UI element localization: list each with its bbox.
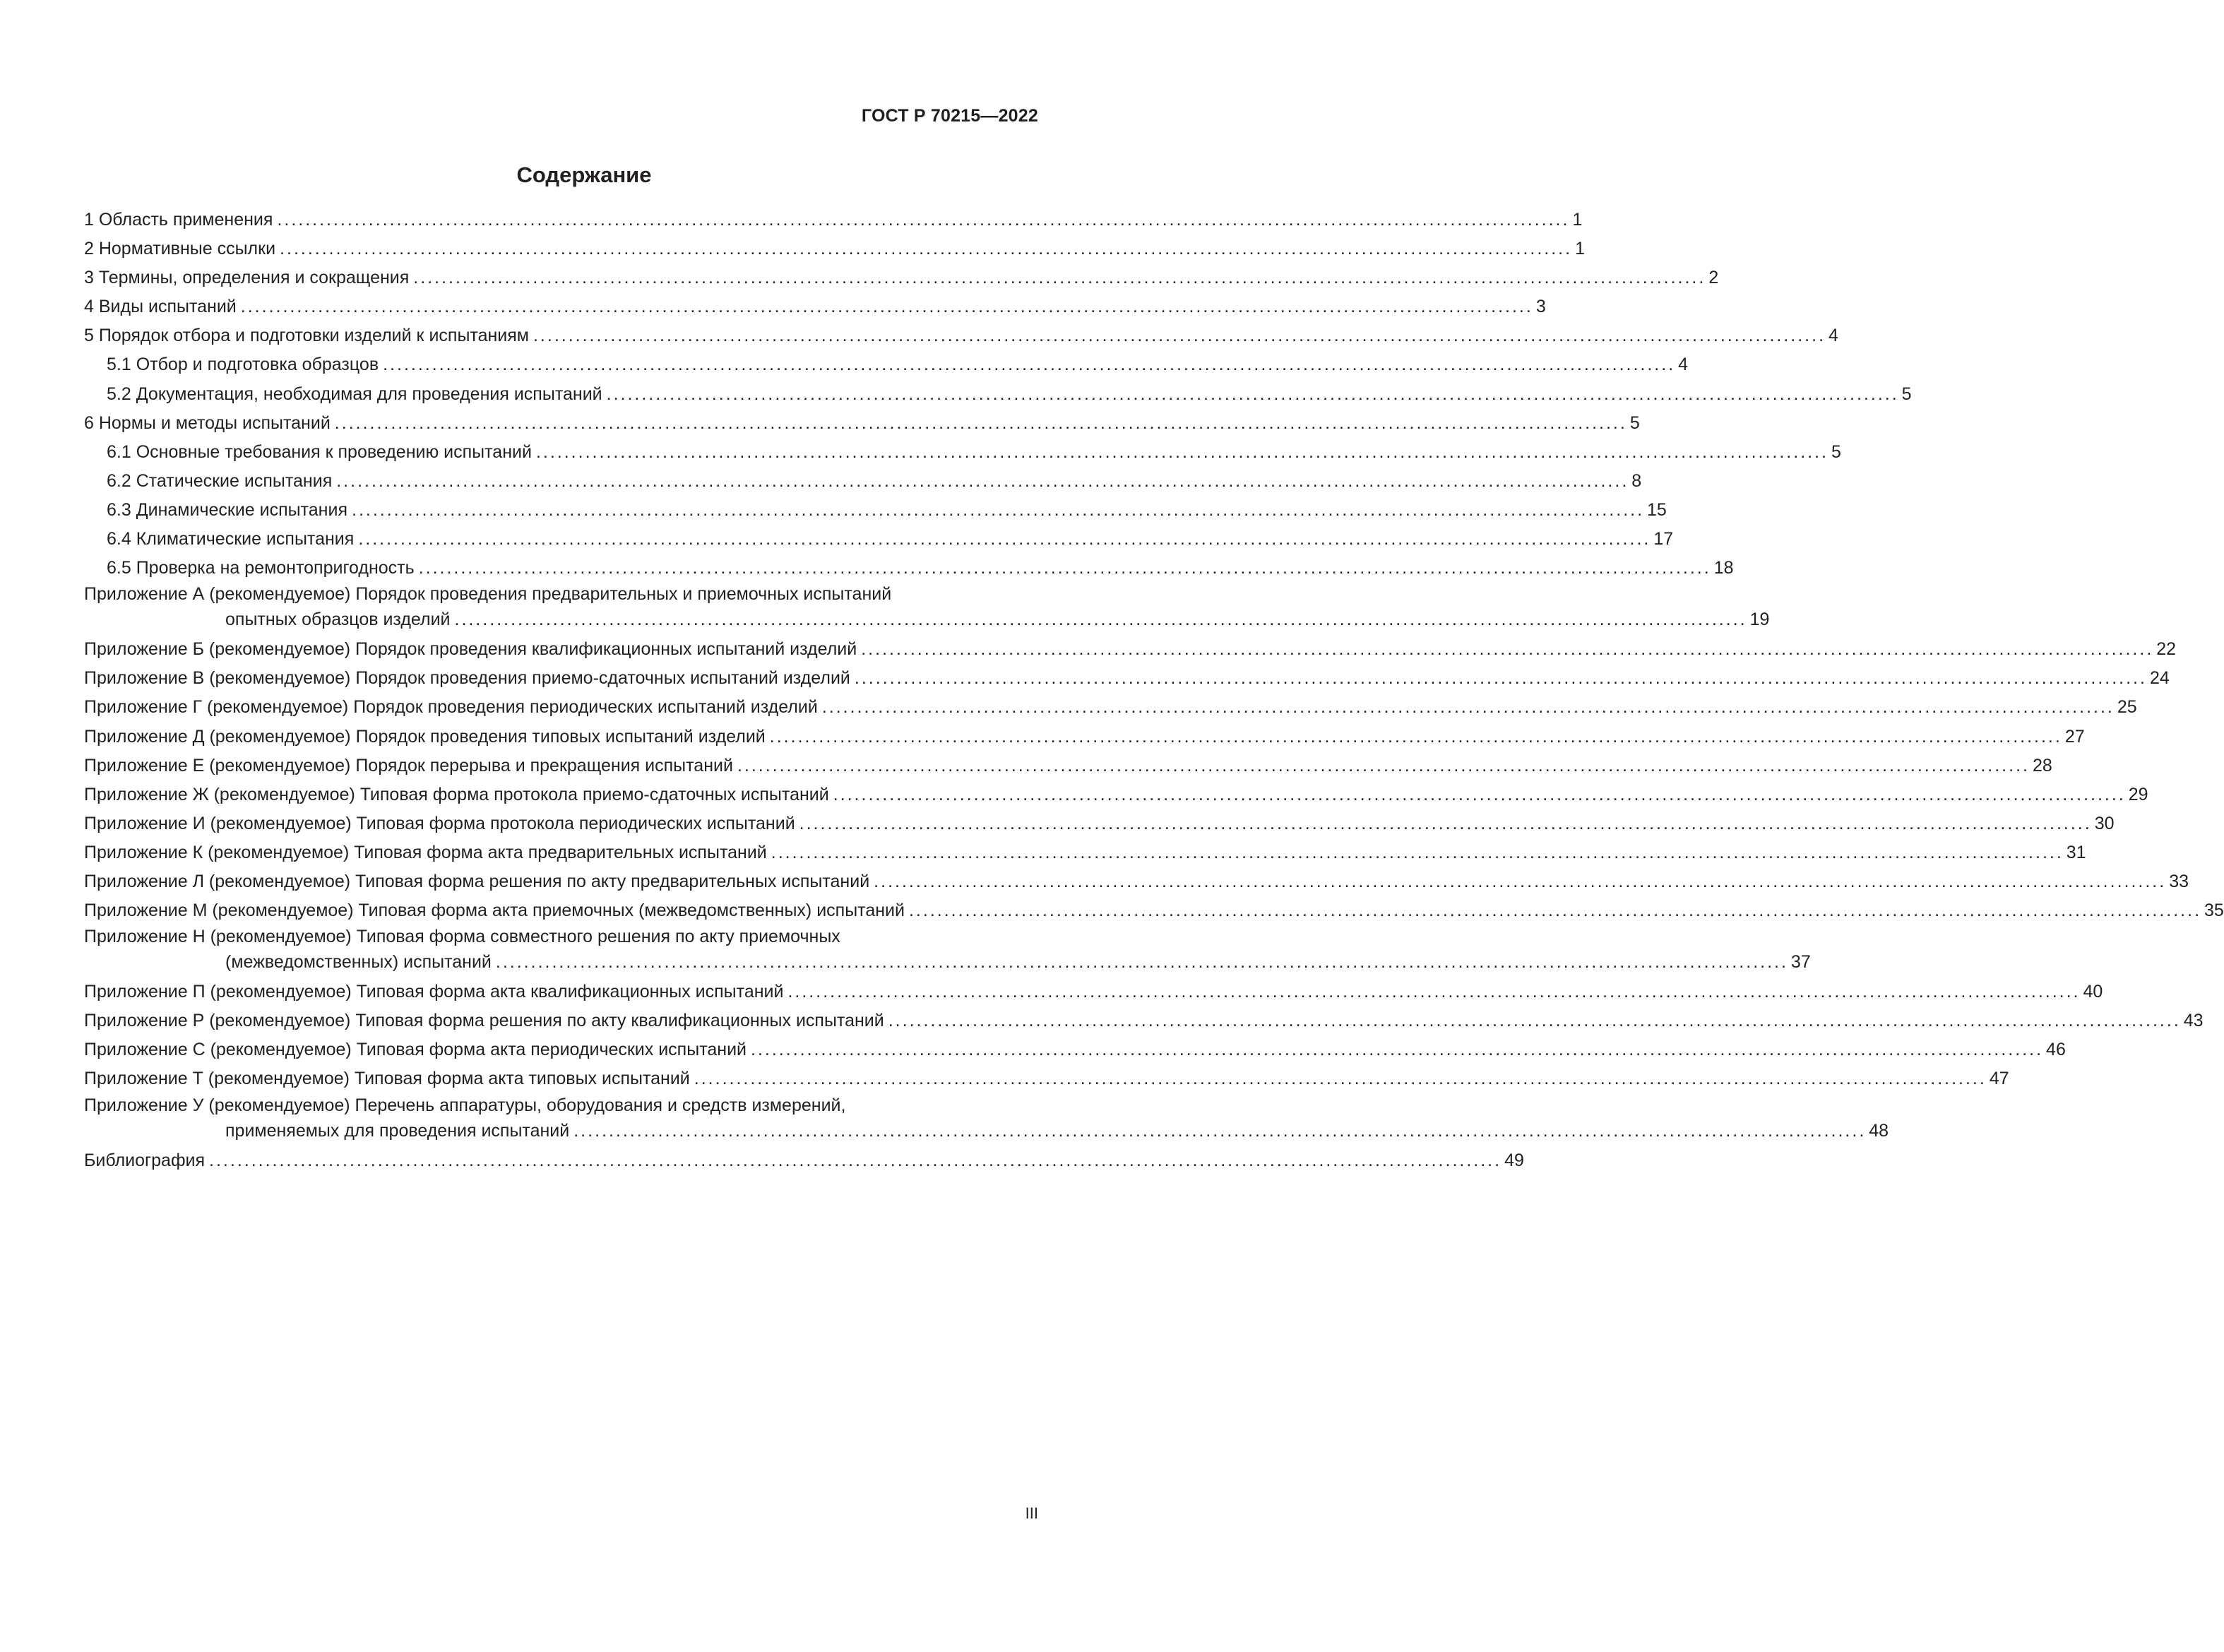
toc-subentry[interactable] — [84, 350, 1689, 379]
leader-dots: ........................................................................................................................................................................................ — [533, 326, 1826, 346]
toc-entry-title: 5.1 Отбор и подготовка образцов — [107, 355, 379, 375]
toc-entry-page: 43 — [2183, 1011, 2204, 1031]
leader-dots: ........................................................................................................................................................................................ — [799, 813, 2092, 833]
table-of-contents — [84, 206, 2224, 1175]
toc-entry[interactable] — [84, 321, 1838, 350]
toc-entry-title: Приложение М (рекомендуемое) Типовая форма акта приемочных (межведомственных) испытаний — [84, 901, 905, 921]
leader-dots: ........................................................................................................................................................................................ — [334, 412, 1627, 433]
toc-entry-page: 1 — [1575, 239, 1585, 259]
toc-entry[interactable] — [84, 206, 1583, 234]
toc-entry-page: 4 — [1678, 355, 1689, 375]
leader-dots: ........................................................................................................................................................................................ — [908, 901, 2202, 921]
toc-entry-title: 5.2 Документация, необходимая для проведения испытаний — [107, 384, 602, 404]
toc-entry-title: Приложение Т (рекомендуемое) Типовая форма акта типовых испытаний — [84, 1069, 690, 1089]
toc-entry-title: опытных образцов изделий — [225, 610, 451, 630]
toc-entry[interactable] — [84, 234, 1585, 263]
toc-entry-title: Приложение В (рекомендуемое) Порядок проведения приемо-сдаточных испытаний изделий — [84, 668, 850, 689]
toc-entry-page: 18 — [1713, 558, 1734, 578]
toc-entry-page: 15 — [1647, 499, 1667, 520]
toc-entry[interactable] — [84, 896, 2224, 925]
toc-entry-title: 5 Порядок отбора и подготовки изделий к испытаниям — [84, 326, 529, 346]
toc-entry-page: 28 — [2032, 755, 2052, 776]
toc-entry-page: 24 — [2149, 668, 2170, 689]
toc-entry-title: (межведомственных) испытаний — [225, 952, 492, 973]
toc-entry-title: применяемых для проведения испытаний — [225, 1120, 570, 1141]
toc-entry[interactable] — [84, 409, 1640, 438]
toc-entry-page: 33 — [2169, 871, 2189, 891]
toc-entry-page: 46 — [2046, 1040, 2066, 1060]
toc-entry-line1: Приложение А (рекомендуемое) Порядок проведения предварительных и приемочных испытаний — [84, 584, 892, 605]
leader-dots: ........................................................................................................................................................................................ — [240, 297, 1533, 317]
toc-entry-line1: Приложение У (рекомендуемое) Перечень аппаратуры, оборудования и средств измерений, — [84, 1095, 846, 1115]
toc-entry-page: 5 — [1831, 441, 1841, 462]
leader-dots: ........................................................................................................................................................................................ — [413, 268, 1706, 288]
toc-entry[interactable] — [84, 751, 2052, 780]
leader-dots: ........................................................................................................................................................................................ — [573, 1120, 1867, 1141]
leader-dots: ........................................................................................................................................................................................ — [358, 529, 1651, 549]
page-title: Содержание — [516, 162, 652, 187]
leader-dots: ........................................................................................................................................................................................ — [769, 726, 2062, 747]
toc-entry[interactable] — [84, 635, 2177, 664]
leader-dots: ........................................................................................................................................................................................ — [787, 982, 2081, 1002]
toc-entry[interactable] — [84, 292, 1546, 321]
toc-entry-page: 5 — [1629, 412, 1640, 433]
toc-entry-page: 2 — [1708, 268, 1719, 288]
toc-entry[interactable] — [84, 1035, 2066, 1064]
leader-dots: ........................................................................................................................................................................................ — [352, 499, 1645, 520]
toc-entry[interactable] — [84, 867, 2189, 896]
toc-entry-title: 6.4 Климатические испытания — [107, 529, 355, 549]
leader-dots: ........................................................................................................................................................................................ — [336, 470, 1629, 491]
toc-entry-page: 19 — [1749, 610, 1770, 630]
toc-entry-title: Приложение Р (рекомендуемое) Типовая форма решения по акту квалификационных испытаний — [84, 1011, 884, 1031]
leader-dots: ........................................................................................................................................................................................ — [874, 871, 2167, 891]
toc-subentry[interactable] — [84, 525, 1674, 554]
toc-entry-title: 6.3 Динамические испытания — [107, 499, 347, 520]
toc-entry-title: Приложение П (рекомендуемое) Типовая форма акта квалификационных испытаний — [84, 982, 784, 1002]
toc-entry-title: 4 Виды испытаний — [84, 297, 237, 317]
leader-dots: ........................................................................................................................................................................................ — [833, 784, 2126, 804]
toc-entry-page: 27 — [2064, 726, 2085, 747]
toc-entry-title: Приложение И (рекомендуемое) Типовая форма протокола периодических испытаний — [84, 813, 795, 833]
leader-dots: ........................................................................................................................................................................................ — [418, 558, 1711, 578]
toc-entry-page: 8 — [1631, 470, 1642, 491]
leader-dots: ........................................................................................................................................................................................ — [861, 639, 2154, 660]
toc-entry[interactable] — [84, 1064, 2009, 1093]
toc-entry-title: Приложение Е (рекомендуемое) Порядок перерыва и прекращения испытаний — [84, 755, 733, 776]
leader-dots: ........................................................................................................................................................................................ — [888, 1011, 2181, 1031]
toc-entry-page: 4 — [1828, 326, 1838, 346]
toc-subentry[interactable] — [84, 467, 1642, 496]
toc-entry-title: 6 Нормы и методы испытаний — [84, 412, 331, 433]
toc-entry[interactable] — [84, 664, 2170, 693]
toc-entry-appendix-n[interactable] — [84, 925, 1811, 977]
toc-entry[interactable] — [84, 723, 2085, 751]
toc-entry-page: 40 — [2083, 982, 2103, 1002]
toc-entry[interactable] — [84, 809, 2115, 838]
toc-entry-page: 25 — [2117, 697, 2137, 718]
toc-entry-title: 6.5 Проверка на ремонтопригодность — [107, 558, 415, 578]
toc-entry-page: 17 — [1653, 529, 1674, 549]
page-number: III — [1025, 1504, 1038, 1522]
toc-entry-title: 2 Нормативные ссылки — [84, 239, 276, 259]
leader-dots: ........................................................................................................................................................................................ — [277, 210, 1570, 230]
toc-entry-page: 30 — [2094, 813, 2115, 833]
toc-entry-page: 3 — [1535, 297, 1546, 317]
leader-dots: ........................................................................................................................................................................................ — [771, 842, 2064, 862]
leader-dots: ........................................................................................................................................................................................ — [751, 1040, 2044, 1060]
toc-entry-title: Приложение К (рекомендуемое) Типовая форма акта предварительных испытаний — [84, 842, 767, 862]
leader-dots: ........................................................................................................................................................................................ — [209, 1150, 1502, 1170]
toc-entry-page: 1 — [1572, 210, 1583, 230]
leader-dots: ........................................................................................................................................................................................ — [454, 610, 1747, 630]
toc-entry-title: Приложение Л (рекомендуемое) Типовая форма решения по акту предварительных испытаний — [84, 871, 870, 891]
document-code: ГОСТ Р 70215—2022 — [861, 106, 1038, 126]
leader-dots: ........................................................................................................................................................................................ — [854, 668, 2147, 689]
toc-entry-appendix-u[interactable] — [84, 1094, 1889, 1146]
toc-entry-page: 48 — [1869, 1120, 1889, 1141]
toc-entry-title: Приложение С (рекомендуемое) Типовая форма акта периодических испытаний — [84, 1040, 747, 1060]
toc-entry-page: 37 — [1790, 952, 1811, 973]
leader-dots: ........................................................................................................................................................................................ — [383, 355, 1676, 375]
toc-entry[interactable] — [84, 977, 2103, 1006]
leader-dots: ........................................................................................................................................................................................ — [821, 697, 2115, 718]
toc-entry-title: Приложение Б (рекомендуемое) Порядок проведения квалификационных испытаний изделий — [84, 639, 857, 660]
toc-entry-page: 31 — [2066, 842, 2086, 862]
toc-subentry[interactable] — [84, 380, 1912, 409]
toc-entry-page: 47 — [1989, 1069, 2009, 1089]
toc-entry-title: 6.2 Статические испытания — [107, 470, 333, 491]
toc-entry[interactable] — [84, 780, 2148, 809]
toc-subentry[interactable] — [84, 438, 1841, 467]
toc-entry[interactable] — [84, 263, 1719, 292]
toc-entry-title: 3 Термины, определения и сокращения — [84, 268, 410, 288]
toc-entry-title: Приложение Ж (рекомендуемое) Типовая форма протокола приемо-сдаточных испытаний — [84, 784, 829, 804]
toc-entry-title: Приложение Г (рекомендуемое) Порядок проведения периодических испытаний изделий — [84, 697, 818, 718]
toc-entry-title: Библиография — [84, 1150, 206, 1170]
toc-entry-title: 1 Область применения — [84, 210, 273, 230]
toc-entry-title: Приложение Д (рекомендуемое) Порядок проведения типовых испытаний изделий — [84, 726, 766, 747]
toc-subentry[interactable] — [84, 554, 1734, 583]
leader-dots: ........................................................................................................................................................................................ — [495, 952, 1788, 973]
toc-entry[interactable] — [84, 1006, 2204, 1035]
toc-entry-page: 5 — [1901, 384, 1912, 404]
leader-dots: ........................................................................................................................................................................................ — [280, 239, 1573, 259]
leader-dots: ........................................................................................................................................................................................ — [737, 755, 2030, 776]
leader-dots: ........................................................................................................................................................................................ — [694, 1069, 1987, 1089]
toc-entry-appendix-a[interactable] — [84, 583, 1770, 635]
toc-entry[interactable] — [84, 693, 2137, 722]
toc-entry-page: 29 — [2128, 784, 2148, 804]
toc-subentry[interactable] — [84, 496, 1667, 525]
toc-entry-page: 22 — [2156, 639, 2177, 660]
toc-entry-page: 35 — [2204, 901, 2224, 921]
toc-entry[interactable] — [84, 838, 2086, 867]
leader-dots: ........................................................................................................................................................................................ — [606, 384, 1899, 404]
leader-dots: ........................................................................................................................................................................................ — [535, 441, 1828, 462]
toc-entry-line1: Приложение Н (рекомендуемое) Типовая форма совместного решения по акту приемочных — [84, 927, 840, 947]
toc-entry-title: 6.1 Основные требования к проведению испытаний — [107, 441, 532, 462]
toc-entry-bibliography[interactable] — [84, 1146, 1524, 1175]
toc-entry-page: 49 — [1504, 1150, 1524, 1170]
